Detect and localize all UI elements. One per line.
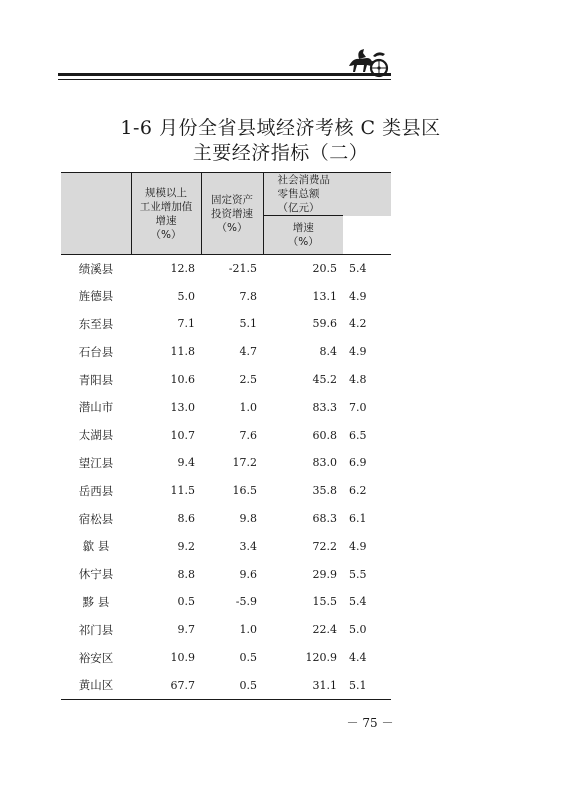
- table-row: [61, 616, 391, 644]
- fixed-investment-growth-cell: 1.0: [239, 623, 257, 637]
- retail-growth-cell: 4.8: [349, 373, 367, 387]
- retail-sales-cell: 68.3: [312, 512, 337, 526]
- retail-sales-cell: 59.6: [312, 317, 337, 331]
- header-retail-growth: 增速 （%）: [263, 216, 343, 255]
- retail-growth-cell: 6.1: [349, 512, 367, 526]
- retail-sales-cell: 35.8: [312, 484, 337, 498]
- header-fixed-investment-growth: 固定资产 投资增速 （%）: [201, 173, 263, 255]
- fixed-investment-growth-cell: 7.6: [239, 428, 257, 442]
- industrial-growth-cell: 10.9: [170, 651, 195, 665]
- industrial-growth-cell: 11.5: [170, 484, 195, 498]
- industrial-growth-cell: 8.6: [177, 512, 195, 526]
- table-row: [61, 421, 391, 449]
- county-name-cell: 青阳县: [78, 372, 114, 387]
- fixed-investment-growth-cell: 9.6: [239, 567, 257, 581]
- retail-sales-cell: 72.2: [312, 539, 337, 553]
- retail-sales-cell: 20.5: [312, 262, 337, 276]
- table-row: [61, 477, 391, 505]
- industrial-growth-cell: 10.6: [170, 373, 195, 387]
- retail-sales-cell: 22.4: [312, 623, 337, 637]
- fixed-investment-growth-cell: 1.0: [239, 400, 257, 414]
- retail-sales-cell: 13.1: [312, 289, 337, 303]
- fixed-investment-growth-cell: 16.5: [232, 484, 257, 498]
- fixed-investment-growth-cell: 2.5: [239, 373, 257, 387]
- county-name-cell: 黟 县: [82, 594, 110, 609]
- industrial-growth-cell: 9.2: [177, 539, 195, 553]
- fixed-investment-growth-cell: 4.7: [239, 345, 257, 359]
- retail-growth-cell: 5.5: [349, 567, 367, 581]
- header-rule-thin: [58, 79, 391, 80]
- fixed-investment-growth-cell: -5.9: [235, 595, 257, 609]
- table-row: [61, 393, 391, 421]
- retail-sales-cell: 83.3: [312, 400, 337, 414]
- table-row: [61, 532, 391, 560]
- retail-sales-cell: 15.5: [312, 595, 337, 609]
- county-name-cell: 歙 县: [82, 539, 110, 554]
- county-name-cell: 裕安区: [78, 650, 114, 665]
- title-line-1: 1-6 月份全省县域经济考核 C 类县区: [120, 117, 441, 139]
- county-name-cell: 东至县: [78, 316, 114, 331]
- retail-sales-cell: 83.0: [312, 456, 337, 470]
- county-name-cell: 旌德县: [78, 289, 114, 304]
- industrial-growth-cell: 11.8: [170, 345, 195, 359]
- retail-growth-cell: 6.5: [349, 428, 367, 442]
- header-corner: [61, 173, 131, 255]
- table-row: [61, 338, 391, 366]
- retail-sales-cell: 60.8: [312, 428, 337, 442]
- retail-growth-cell: 5.4: [349, 595, 367, 609]
- retail-growth-cell: 4.9: [349, 539, 367, 553]
- county-name-cell: 潜山市: [78, 400, 114, 415]
- industrial-growth-cell: 7.1: [177, 317, 195, 331]
- retail-sales-cell: 120.9: [305, 651, 337, 665]
- retail-sales-cell: 31.1: [312, 678, 337, 692]
- industrial-growth-cell: 10.7: [170, 428, 195, 442]
- industrial-growth-cell: 5.0: [177, 289, 195, 303]
- table-row: [61, 366, 391, 394]
- county-name-cell: 太湖县: [78, 428, 114, 443]
- retail-growth-cell: 7.0: [349, 400, 367, 414]
- table-body: [61, 255, 391, 700]
- horse-chariot-logo-icon: [345, 46, 393, 78]
- retail-growth-cell: 5.0: [349, 623, 367, 637]
- fixed-investment-growth-cell: 0.5: [239, 678, 257, 692]
- county-name-cell: 休宁县: [78, 567, 114, 582]
- title-line-2: 主要经济指标（二）: [192, 142, 369, 164]
- table-row: [61, 644, 391, 672]
- industrial-growth-cell: 13.0: [170, 400, 195, 414]
- header-industrial-growth: 规模以上 工业增加值 增速 （%）: [131, 173, 201, 255]
- fixed-investment-growth-cell: 9.8: [239, 512, 257, 526]
- table-row: [61, 310, 391, 338]
- page-number: － 75 －: [346, 716, 394, 730]
- table-row: [61, 282, 391, 310]
- retail-growth-cell: 4.2: [349, 317, 367, 331]
- retail-growth-cell: 4.4: [349, 651, 367, 665]
- industrial-growth-cell: 0.5: [177, 595, 195, 609]
- fixed-investment-growth-cell: 0.5: [239, 651, 257, 665]
- county-name-cell: 石台县: [78, 344, 114, 359]
- retail-growth-cell: 5.4: [349, 262, 367, 276]
- fixed-investment-growth-cell: 3.4: [239, 539, 257, 553]
- industrial-growth-cell: 9.7: [177, 623, 195, 637]
- fixed-investment-growth-cell: 7.8: [239, 289, 257, 303]
- retail-growth-cell: 5.1: [349, 678, 367, 692]
- retail-sales-cell: 29.9: [312, 567, 337, 581]
- retail-growth-cell: 6.2: [349, 484, 367, 498]
- county-name-cell: 黄山区: [78, 678, 114, 693]
- retail-growth-cell: 4.9: [349, 345, 367, 359]
- table-row: [61, 588, 391, 616]
- retail-growth-cell: 4.9: [349, 289, 367, 303]
- data-table: [61, 172, 391, 700]
- table-header: [61, 173, 391, 255]
- county-name-cell: 岳西县: [78, 483, 114, 498]
- county-name-cell: 望江县: [78, 455, 114, 470]
- fixed-investment-growth-cell: -21.5: [228, 262, 257, 276]
- industrial-growth-cell: 9.4: [177, 456, 195, 470]
- retail-growth-cell: 6.9: [349, 456, 367, 470]
- county-name-cell: 宿松县: [78, 511, 114, 526]
- county-name-cell: 祁门县: [78, 622, 114, 637]
- industrial-growth-cell: 12.8: [170, 262, 195, 276]
- fixed-investment-growth-cell: 17.2: [232, 456, 257, 470]
- header-retail-sales-group: 社会消费品 零售总额 （亿元）: [263, 173, 391, 216]
- industrial-growth-cell: 67.7: [170, 678, 195, 692]
- county-name-cell: 绩溪县: [78, 261, 114, 276]
- table-row: [61, 560, 391, 588]
- fixed-investment-growth-cell: 5.1: [239, 317, 257, 331]
- industrial-growth-cell: 8.8: [177, 567, 195, 581]
- retail-sales-cell: 8.4: [319, 345, 337, 359]
- table-row: [61, 255, 391, 283]
- header-rule-thick: [58, 73, 391, 76]
- indicator-table: [61, 172, 391, 700]
- table-row: [61, 449, 391, 477]
- retail-sales-cell: 45.2: [312, 373, 337, 387]
- table-row: [61, 671, 391, 699]
- table-row: [61, 505, 391, 533]
